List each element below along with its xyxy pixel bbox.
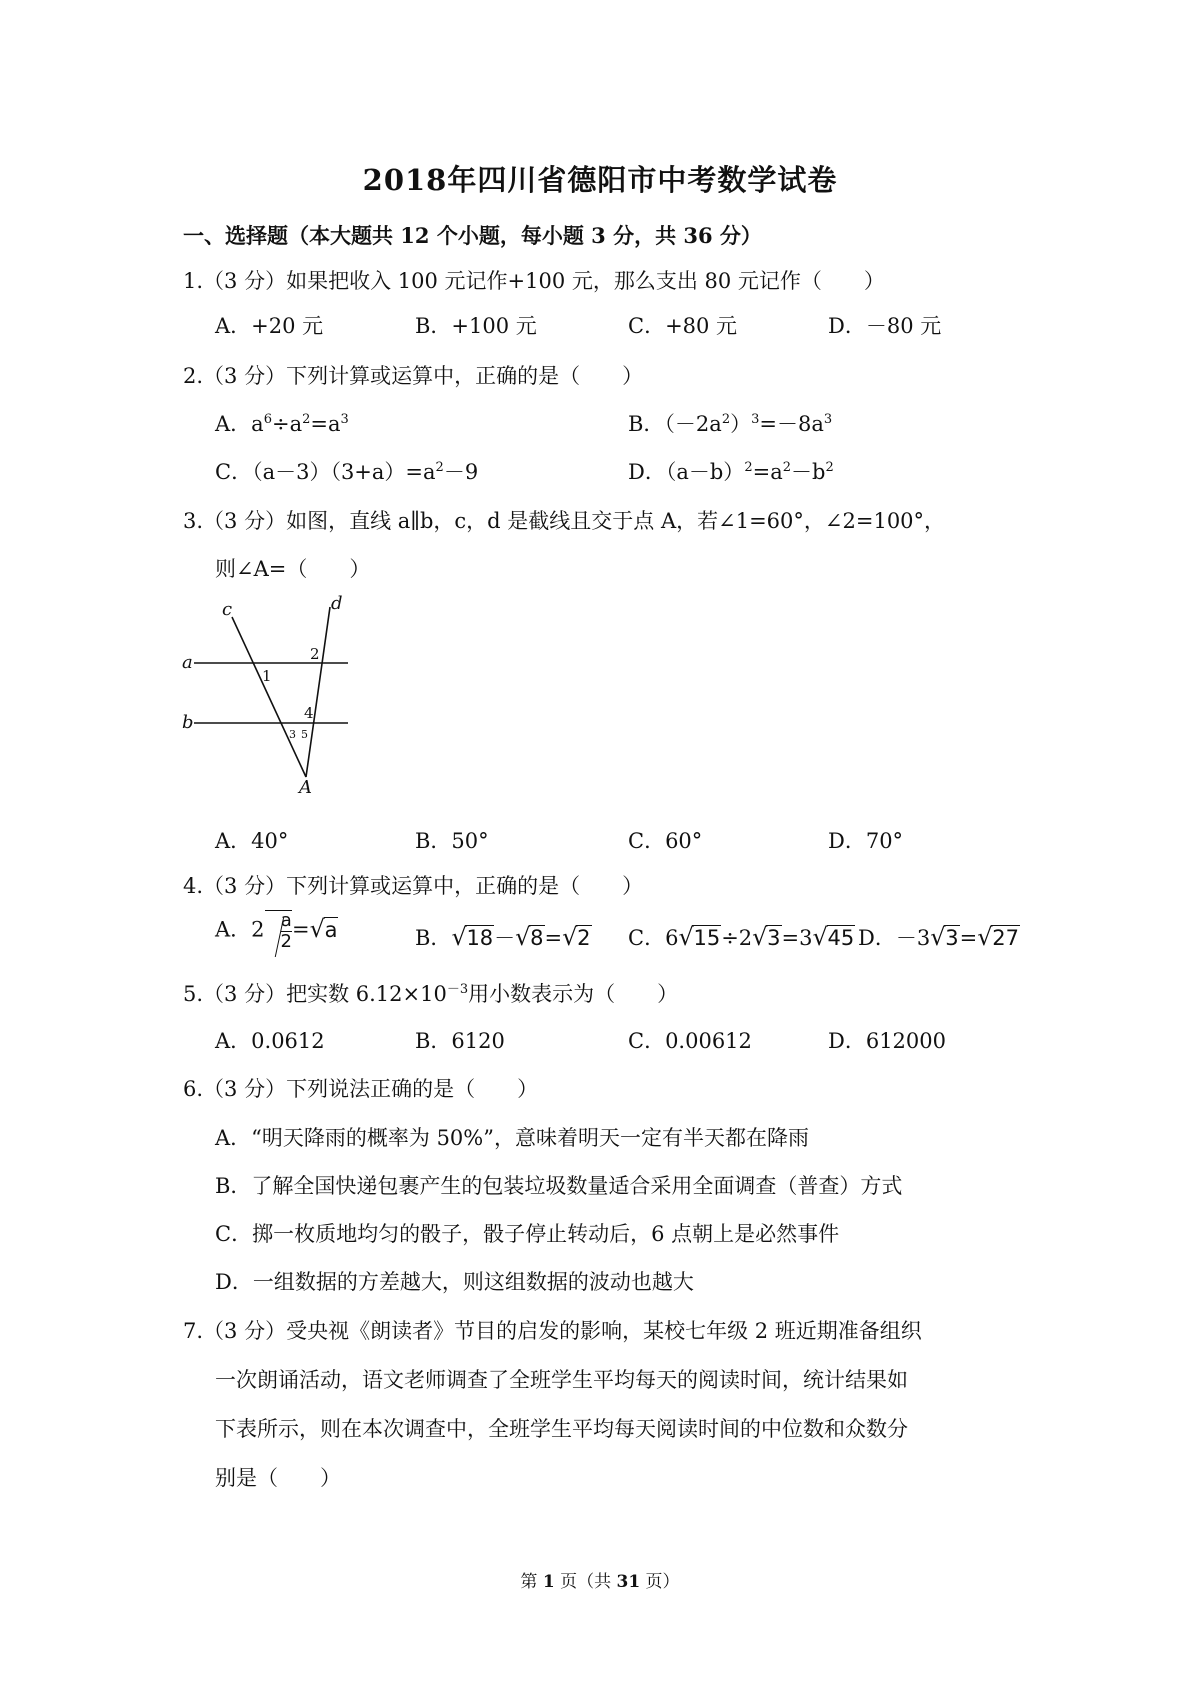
q2-option-a: A．$a^6\div a^2=a^3$ — [215, 412, 349, 436]
q1-option-b: B．+100 元 — [415, 314, 537, 338]
question-7-stem-line-2: 一次朗诵活动，语文老师调查了全班学生平均每天的阅读时间，统计结果如 — [215, 1368, 908, 1392]
q6-option-d: D．一组数据的方差越大，则这组数据的波动也越大 — [215, 1270, 694, 1294]
angle-4-label: 4 — [304, 704, 314, 722]
angle-1-label: 1 — [262, 667, 272, 685]
line-d — [306, 607, 330, 777]
question-6-stem: 6.（3 分）下列说法正确的是（ ） — [183, 1077, 539, 1101]
q5-option-d: D．612000 — [828, 1029, 947, 1053]
q2-option-b: B．$(-2a^2)^3=-8a^3$ — [628, 412, 833, 436]
page-title: 2018年四川省德阳市中考数学试卷 — [362, 163, 838, 197]
question-2-stem: 2.（3 分）下列计算或运算中，正确的是（ ） — [183, 364, 644, 388]
q3-figure — [180, 595, 360, 799]
question-1-stem: 1.（3 分）如果把收入 100 元记作+100 元，那么支出 80 元记作（ ） — [183, 269, 885, 293]
q3-option-c: C．60° — [628, 829, 703, 853]
label-a: a — [182, 652, 193, 673]
parallel-lines-diagram — [180, 595, 360, 795]
label-c: c — [222, 599, 233, 620]
q6-option-c: C．掷一枚质地均匀的骰子，骰子停止转动后，6 点朝上是必然事件 — [215, 1222, 840, 1246]
label-b: b — [182, 712, 194, 733]
label-d: d — [331, 595, 343, 614]
total-pages: 31 — [616, 1572, 641, 1592]
q4-option-b: B．√ 18－√ 8=√ 2 — [415, 922, 592, 952]
q3-option-b: B．50° — [415, 829, 489, 853]
angle-2-label: 2 — [310, 645, 320, 663]
q6-option-b: B．了解全国快递包裹产生的包装垃圾数量适合采用全面调查（普查）方式 — [215, 1174, 903, 1198]
q4-option-a: A．2 $\frac{a}{2}$ =√ a — [215, 910, 338, 952]
question-3-stem-cont: 则∠A=（ ） — [215, 557, 371, 581]
q3-option-d: D．70° — [828, 829, 904, 853]
question-7-stem-line-4: 别是（ ） — [215, 1466, 341, 1490]
line-c — [232, 617, 306, 777]
q4-option-d: D．－3√ 3=√ 27 — [858, 922, 1020, 952]
q5-option-b: B．6120 — [415, 1029, 505, 1053]
q1-option-c: C．+80 元 — [628, 314, 738, 338]
q3-option-a: A．40° — [215, 829, 289, 853]
question-7-stem: 7.（3 分）受央视《朗读者》节目的启发的影响，某校七年级 2 班近期准备组织 — [183, 1319, 922, 1343]
label-A: A — [299, 777, 312, 795]
angle-3-label: 3 — [289, 728, 296, 741]
question-7-stem-line-3: 下表所示，则在本次调查中，全班学生平均每天阅读时间的中位数和众数分 — [215, 1417, 908, 1441]
q2-option-c: C．$(a-3)(3+a)=a^2-9$ — [215, 460, 479, 484]
q1-option-d: D．－80 元 — [828, 314, 942, 338]
page-footer: 第 1 页（共 31 页） — [520, 1572, 680, 1592]
question-4-stem: 4.（3 分）下列计算或运算中，正确的是（ ） — [183, 874, 644, 898]
q1-option-a: A．+20 元 — [215, 314, 324, 338]
angle-5-label: 5 — [301, 728, 308, 741]
question-3-stem: 3.（3 分）如图，直线 a∥b，c，d 是截线且交于点 A，若∠1=60°，∠2=100°， — [183, 509, 946, 533]
question-5-stem: 5.（3 分）把实数 $6.12\times 10^{-3}$用小数表示为（ ） — [183, 982, 679, 1006]
q6-option-a: A．“明天降雨的概率为 50%”，意味着明天一定有半天都在降雨 — [215, 1126, 809, 1150]
section-heading: 一、选择题（本大题共 12 个小题，每小题 3 分，共 36 分） — [183, 223, 762, 248]
q5-option-c: C．0.00612 — [628, 1029, 752, 1053]
q2-option-d: D．$(a-b)^2=a^2-b^2$ — [628, 460, 834, 484]
current-page: 1 — [542, 1572, 555, 1592]
q4-option-c: C．6√ 15÷2√ 3=3√ 45 — [628, 922, 855, 952]
q5-option-a: A．0.0612 — [215, 1029, 325, 1053]
